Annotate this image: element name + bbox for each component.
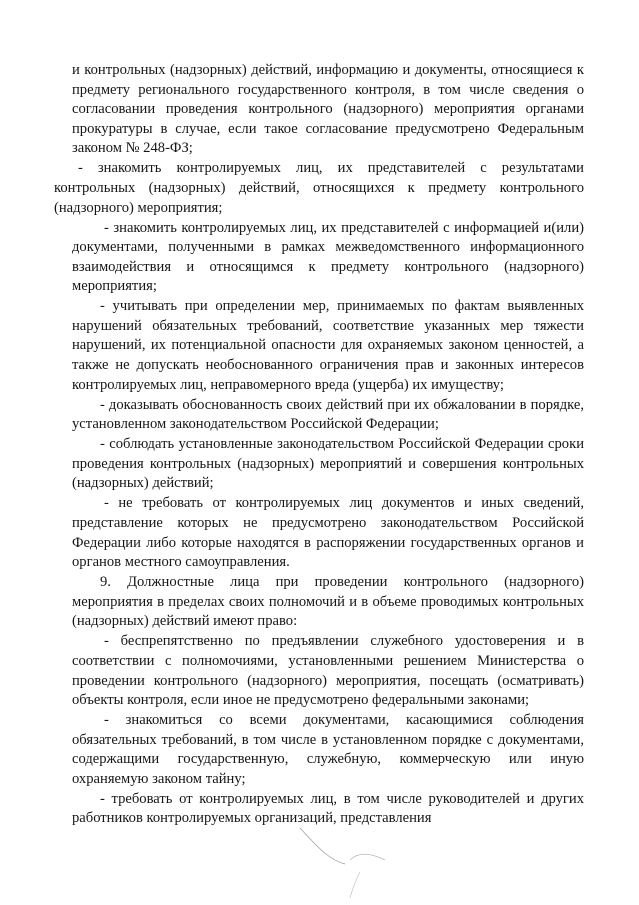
list-item-deadlines: - соблюдать установленные законодательством Российской Федерации сроки проведения контрольных (надзорных) мероприятий и совершения контрольных (надзорных) действий;: [72, 436, 584, 492]
list-item-no-documents: - не требовать от контролируемых лиц документов и иных сведений, представление которых не предусмотрено законодательством Российской Федерации либо которые находятся в распоряжении государственных органов и органов местного самоуправления.: [72, 495, 584, 571]
list-item-requirements: - требовать от контролируемых лиц, в том числе руководителей и других работников контролируемых организаций, представления: [72, 790, 584, 827]
pen-scribble-mark: [290, 820, 410, 900]
paragraph-continuation: и контрольных (надзорных) действий, информацию и документы, относящиеся к предмету регионального государственного контроля, в том числе сведения о согласовании проведения контрольного (надзорного) мероприятия органами прокуратуры в случае, если такое согласование предусмотрено Федеральным законом № 248-ФЗ;: [72, 62, 584, 157]
list-item-measures: - учитывать при определении мер, принимаемых по фактам выявленных нарушений обязательных требований, соответствие указанных мер тяжести нарушений, их потенциальной опасности для охраняемых законом ценностей, а также не допускать необоснованного ограничения прав и законных интересов контролируемых лиц, неправомерного вреда (ущерба) их имуществу;: [72, 298, 584, 393]
list-item-appeal: - доказывать обоснованность своих действий при их обжаловании в порядке, установленном законодательством Российской Федерации;: [72, 396, 584, 433]
section-9-heading: 9. Должностные лица при проведении контрольного (надзорного) мероприятия в пределах своих полномочий и в объеме проводимых контрольных (надзорных) действий имеют право:: [72, 574, 584, 630]
list-item-information: - знакомить контролируемых лиц, их представителей с информацией и(или) документами, полученными в рамках межведомственного информационного взаимодействия и относящимся к предмету контрольного (надзорного) мероприятия;: [72, 219, 584, 295]
list-item-access: - беспрепятственно по предъявлении служебного удостоверения и в соответствии с полномочиями, установленными решением Министерства о проведении контрольного (надзорного) мероприятия, посещать (осматривать) объекты контроля, если иное не предусмотрено федеральными законами;: [72, 633, 584, 709]
list-item-documents-access: - знакомиться со всеми документами, касающимися соблюдения обязательных требований, в том числе в установленном порядке с документами, содержащими государственную, служебную, коммерческую или иную охраняемую законом тайну;: [72, 712, 584, 787]
list-item-results: - знакомить контролируемых лиц, их представителей с результатами контрольных (надзорных) действий, относящихся к предмету контрольного (надзорного) мероприятия;: [54, 160, 584, 216]
